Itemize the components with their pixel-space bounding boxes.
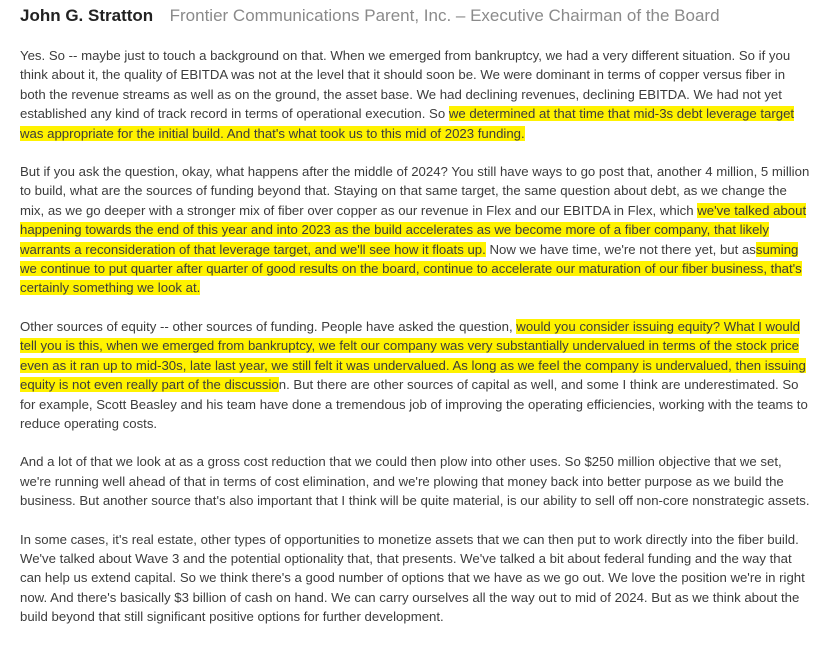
transcript-header — [20, 6, 720, 26]
paragraph-2 — [20, 162, 810, 298]
highlighted-text: suming we continue to put quarter after quarter of good results on the board, continue to accelerate our maturation of our fiber business, that's certainly something we look at. — [20, 241, 802, 296]
speaker-title: Frontier Communications Parent, Inc. – Executive Chairman of the Board — [169, 6, 720, 25]
text-segment: In some cases, it's real estate, other types of opportunities to monetize assets that we can then put to work directly into the fiber build. We've talked about Wave 3 and the potential optionality that, that presents. We've talked a bit about federal funding and the way that can help us extend capital. So we think there's a good number of options that we have as we go out. We love the position we're in right now. And there's basically $3 billion of cash on hand. We can carry ourselves all the way out to mid of 2024. But as we think about the build beyond that still significant positive options for further development. — [20, 531, 805, 625]
transcript-body — [20, 46, 810, 646]
highlighted-text: we determined at that time that mid-3s debt leverage target was appropriate for the initial build. And that's what took us to this mid of 2023 funding. — [20, 106, 795, 141]
highlighted-text: would you consider issuing equity? What I would tell you is this, when we emerged from bankruptcy, we felt our company was very substantially undervalued in terms of the stock price even as it ran up to mid-30s, late last year, we still felt it was undervalued. As long as we feel the company is undervalued, then issuing equity is not even really part of the discussio — [20, 318, 806, 393]
text-segment: But if you ask the question, okay, what happens after the middle of 2024? You still have ways to go post that, another 4 million, 5 million to build, what are the sources of funding beyond that. Staying on that same target, the same question about debt, as we change the mix, as we go deeper with a stronger mix of fiber over copper as our revenue in Flex and our EBITDA in Flex, which — [20, 164, 810, 218]
text-segment: Now we have time, we're not there yet, but as — [485, 241, 756, 257]
text-segment: n. But there are other sources of capital as well, and some I think are underestimated. So for example, Scott Beasley and his team have done a tremendous job of improving the operating efficiencies, working with the teams to reduce operating costs. — [20, 377, 808, 431]
highlighted-text: we've talked about happening towards the end of this year and into 2023 as the build accelerates as we become more of a fiber company, that likely warrants a reconsideration of that leverage target, and we'll see how it floats up. — [20, 202, 807, 257]
paragraph-1 — [20, 46, 810, 143]
paragraph-5 — [20, 530, 810, 627]
paragraph-3 — [20, 317, 810, 433]
speaker-name: John G. Stratton — [20, 6, 154, 25]
text-segment: And a lot of that we look at as a gross cost reduction that we could then plow into other uses. So $250 million objective that we set, we're running well ahead of that in terms of cost elimination, and we're plowing that money back into better purpose as we build the business. But another source that's also important that I think will be quite material, is our ability to sell off non-core nonstrategic assets. — [20, 454, 810, 509]
text-segment: Yes. So -- maybe just to touch a background on that. When we emerged from bankruptcy, we had a very different situation. So if you think about it, the quality of EBITDA was not at the level that it should soon be. We were dominant in terms of copper versus fiber in both the revenue streams as well as on the ground, the asset base. We had declining revenues, declining EBITDA. We had not yet established any kind of track record in terms of operational execution. So — [20, 48, 791, 122]
paragraph-4 — [20, 452, 810, 510]
text-segment: Other sources of equity -- other sources of funding. People have asked the question, — [20, 318, 517, 334]
